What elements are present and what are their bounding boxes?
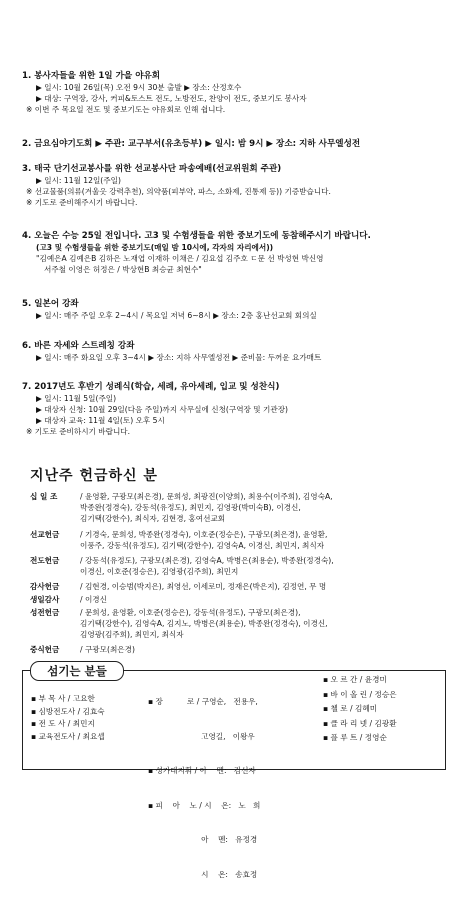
announcement-line: ▶ 일시: 10월 26일(목) 오전 9시 30분 출발 ▶ 장소: 산정호수 — [36, 83, 242, 92]
server-entry: ▪ 교육전도사 / 최요셉 — [31, 731, 105, 741]
server-entry: ▪ 플 루 트 / 정영순 — [323, 733, 387, 742]
server-entry: ▪ 클 라 리 넷 / 김광환 — [323, 718, 397, 728]
offering-label: 생일감사 — [30, 595, 60, 604]
announcement-line: (고3 및 수험생들을 위한 중보기도(매일 밤 10시에, 각자의 자리에서)) — [36, 243, 274, 252]
offering-label — [30, 503, 80, 514]
announcement-line: ▶ 일시: 11월 5일(주일) — [36, 394, 117, 403]
offering-names: / 구광모(최은경) — [80, 645, 135, 654]
servers-box — [22, 670, 446, 879]
offering-heading: 지난주 헌금하신 분 — [30, 468, 158, 484]
server-entry: ▪ 첼 로 / 김혜미 — [323, 704, 378, 713]
offering-row — [30, 608, 448, 619]
offering-names: / 문희성, 윤영환, 이호준(정승은), 강동석(유정도), 구광모(최은경), — [80, 608, 301, 617]
announcement-note: ※ 이번 주 목요일 전도 및 중보기도는 야유회로 인해 쉽니다. — [26, 105, 226, 114]
server-entry: ▪ 장 로 / 구영순, 전용우, — [148, 697, 258, 706]
offering-label: 전도헌금 — [30, 556, 60, 565]
announcement-4 — [22, 230, 448, 275]
offering-row — [30, 541, 448, 552]
announcement-2 — [22, 138, 448, 150]
offering-row — [30, 645, 448, 656]
announcement-1 — [22, 70, 448, 115]
announcement-note: ※ 기도로 준비하시기 바랍니다. — [26, 427, 131, 436]
announcement-note: ※ 선교물품(의류(겨울옷 강력추천), 의약품(피부약, 파스, 소화제, 진통제 등)) 기증받습니다. — [26, 187, 331, 196]
servers-col-3 — [323, 673, 397, 746]
announcement-line: ▶ 대상: 구역장, 강사, 커피&토스트 전도, 노방전도, 찬양이 전도, 중보기도 봉사자 — [36, 94, 307, 103]
announcement-title: 2. 금요심야기도회 ▶ 주관: 교구부서(유초등부) ▶ 일시: 밤 9시 ▶ 장소: 지하 사무엘성전 — [22, 139, 361, 149]
server-entry: ▪ 부 목 사 / 고요한 — [31, 694, 95, 703]
servers-col-1 — [31, 693, 105, 743]
server-entry: ▪ 전 도 사 / 최민지 — [31, 719, 95, 728]
announcement-line: ▶ 대상자 교육: 11월 4일(토) 오후 5시 — [36, 416, 165, 425]
offering-label — [30, 514, 80, 525]
announcement-line: ▶ 대상자 신청: 10월 29일(다음 주일)까지 사무실에 신청(구역장 및 기관장) — [36, 405, 289, 414]
offering-row — [30, 556, 448, 567]
offering-row — [30, 503, 448, 514]
offering-names: 김기택(강한수), 최식자, 김현경, 홍여선교회 — [80, 514, 226, 523]
announcement-title: 6. 바른 자세와 스트레칭 강좌 — [22, 341, 135, 351]
announcement-title: 1. 봉사자들을 위한 1일 가을 야유회 — [22, 71, 161, 81]
offering-names: / 이경신 — [80, 595, 107, 604]
offering-names: 김영광(김주희), 최민지, 최식자 — [80, 630, 184, 639]
offering-label — [30, 541, 80, 552]
offering-names: / 강동석(유정도), 구광모(최은경), 김영숙A, 박병은(최용순), 박종완(정경숙), — [80, 556, 334, 565]
offering-names: 이풍주, 강동석(유정도), 김기택(강한수), 김영숙A, 이경신, 최민지, 최식자 — [80, 541, 325, 550]
offering-row — [30, 582, 448, 593]
offering-names: 이경신, 이호준(정승은), 김영광(김주희), 최민지 — [80, 567, 239, 576]
offering-label: 선교헌금 — [30, 530, 60, 539]
server-entry: ▪ 심방전도사 / 김효숙 — [31, 706, 105, 716]
offering-row — [80, 630, 448, 641]
announcement-title: 5. 일본어 강좌 — [22, 299, 79, 309]
announcement-line: ▶ 일시: 매주 주일 오후 2~4시 / 목요일 저녁 6~8시 ▶ 장소: 2층 홍난선교회 회의실 — [36, 311, 317, 320]
announcement-line: ▶ 일시: 매주 화요일 오후 3~4시 ▶ 장소: 지하 사무엘성전 ▶ 준비물: 두꺼운 요가매트 — [36, 353, 322, 362]
offering-row — [30, 567, 448, 578]
server-entry: ▪ 바 이 올 린 / 정승은 — [323, 689, 397, 699]
announcement-line: "김예은A 김예은B 김하은 노재엽 이재하 이채은 / 김요섭 김주호 ㄷ문 선 박성현 박신영 — [36, 254, 324, 263]
offering-label: 십 일 조 — [30, 492, 58, 501]
offering-label — [30, 567, 80, 578]
announcement-7 — [22, 381, 448, 437]
servers-title: 섬기는 분들 — [30, 661, 124, 681]
announcement-5 — [22, 298, 448, 321]
announcement-6 — [22, 340, 448, 363]
offering-label: 중식헌금 — [30, 645, 60, 654]
announcement-note: ※ 기도로 준비해주시기 바랍니다. — [26, 198, 138, 207]
announcement-title: 3. 태국 단기선교봉사를 위한 선교봉사단 파송예배(선교위원회 주관) — [22, 164, 282, 174]
offering-names: / 기경숙, 문희성, 박종완(정경숙), 이호준(정승은), 구광모(최은경), 윤영환, — [80, 530, 328, 539]
servers-col-2 — [148, 673, 260, 903]
offering-row — [30, 619, 448, 630]
offering-row — [30, 530, 448, 541]
offering-label — [30, 619, 80, 630]
announcement-line: ▶ 일시: 11월 12일(주일) — [36, 176, 121, 185]
offering-names: / 윤영환, 구광모(최은경), 문희성, 최광진(이양희), 최용수(이주희), 김영숙A, — [80, 492, 333, 501]
offering-label: 성전헌금 — [30, 608, 60, 617]
announcement-title: 7. 2017년도 후반기 성례식(학습, 세례, 유아세례, 입교 및 성찬식) — [22, 382, 280, 392]
announcement-title: 4. 오늘은 수능 25일 전입니다. 고3 및 수험생들을 위한 중보기도에 동참해주시기 바랍니다. — [22, 231, 371, 241]
offering-label: 감사헌금 — [30, 582, 60, 591]
announcement-3 — [22, 163, 448, 208]
offering-row — [30, 595, 448, 606]
server-entry: ▪ 성가대지휘 / 아 멘: 김선자 — [148, 766, 256, 775]
offering-names: / 김현경, 이승범(박지은), 최영선, 이세로미, 정재은(박은지), 김정연, 무 명 — [80, 582, 327, 591]
server-entry: 아 멘: 유정경 — [148, 835, 258, 844]
offering-names: 박종완(정경숙), 강동석(유정도), 최민지, 김영광(박미숙B), 이경신, — [80, 503, 301, 512]
offering-names: 김기택(강한수), 김영숙A, 김지노, 박병은(최용순), 박종완(정경숙), 이경신, — [80, 619, 328, 628]
server-entry: ▪ 오 르 간 / 윤경미 — [323, 675, 387, 684]
server-entry: 고영길, 이왕우 — [148, 731, 255, 741]
announcement-line: 서주철 이영은 허정은 / 박상현B 최승균 최현수" — [44, 265, 202, 274]
offering-row — [30, 514, 448, 525]
offering-row — [30, 492, 448, 503]
server-entry: ▪ 피 아 노 / 시 온: 노 희 — [148, 800, 261, 810]
server-entry: 시 온: 송효정 — [148, 869, 258, 879]
